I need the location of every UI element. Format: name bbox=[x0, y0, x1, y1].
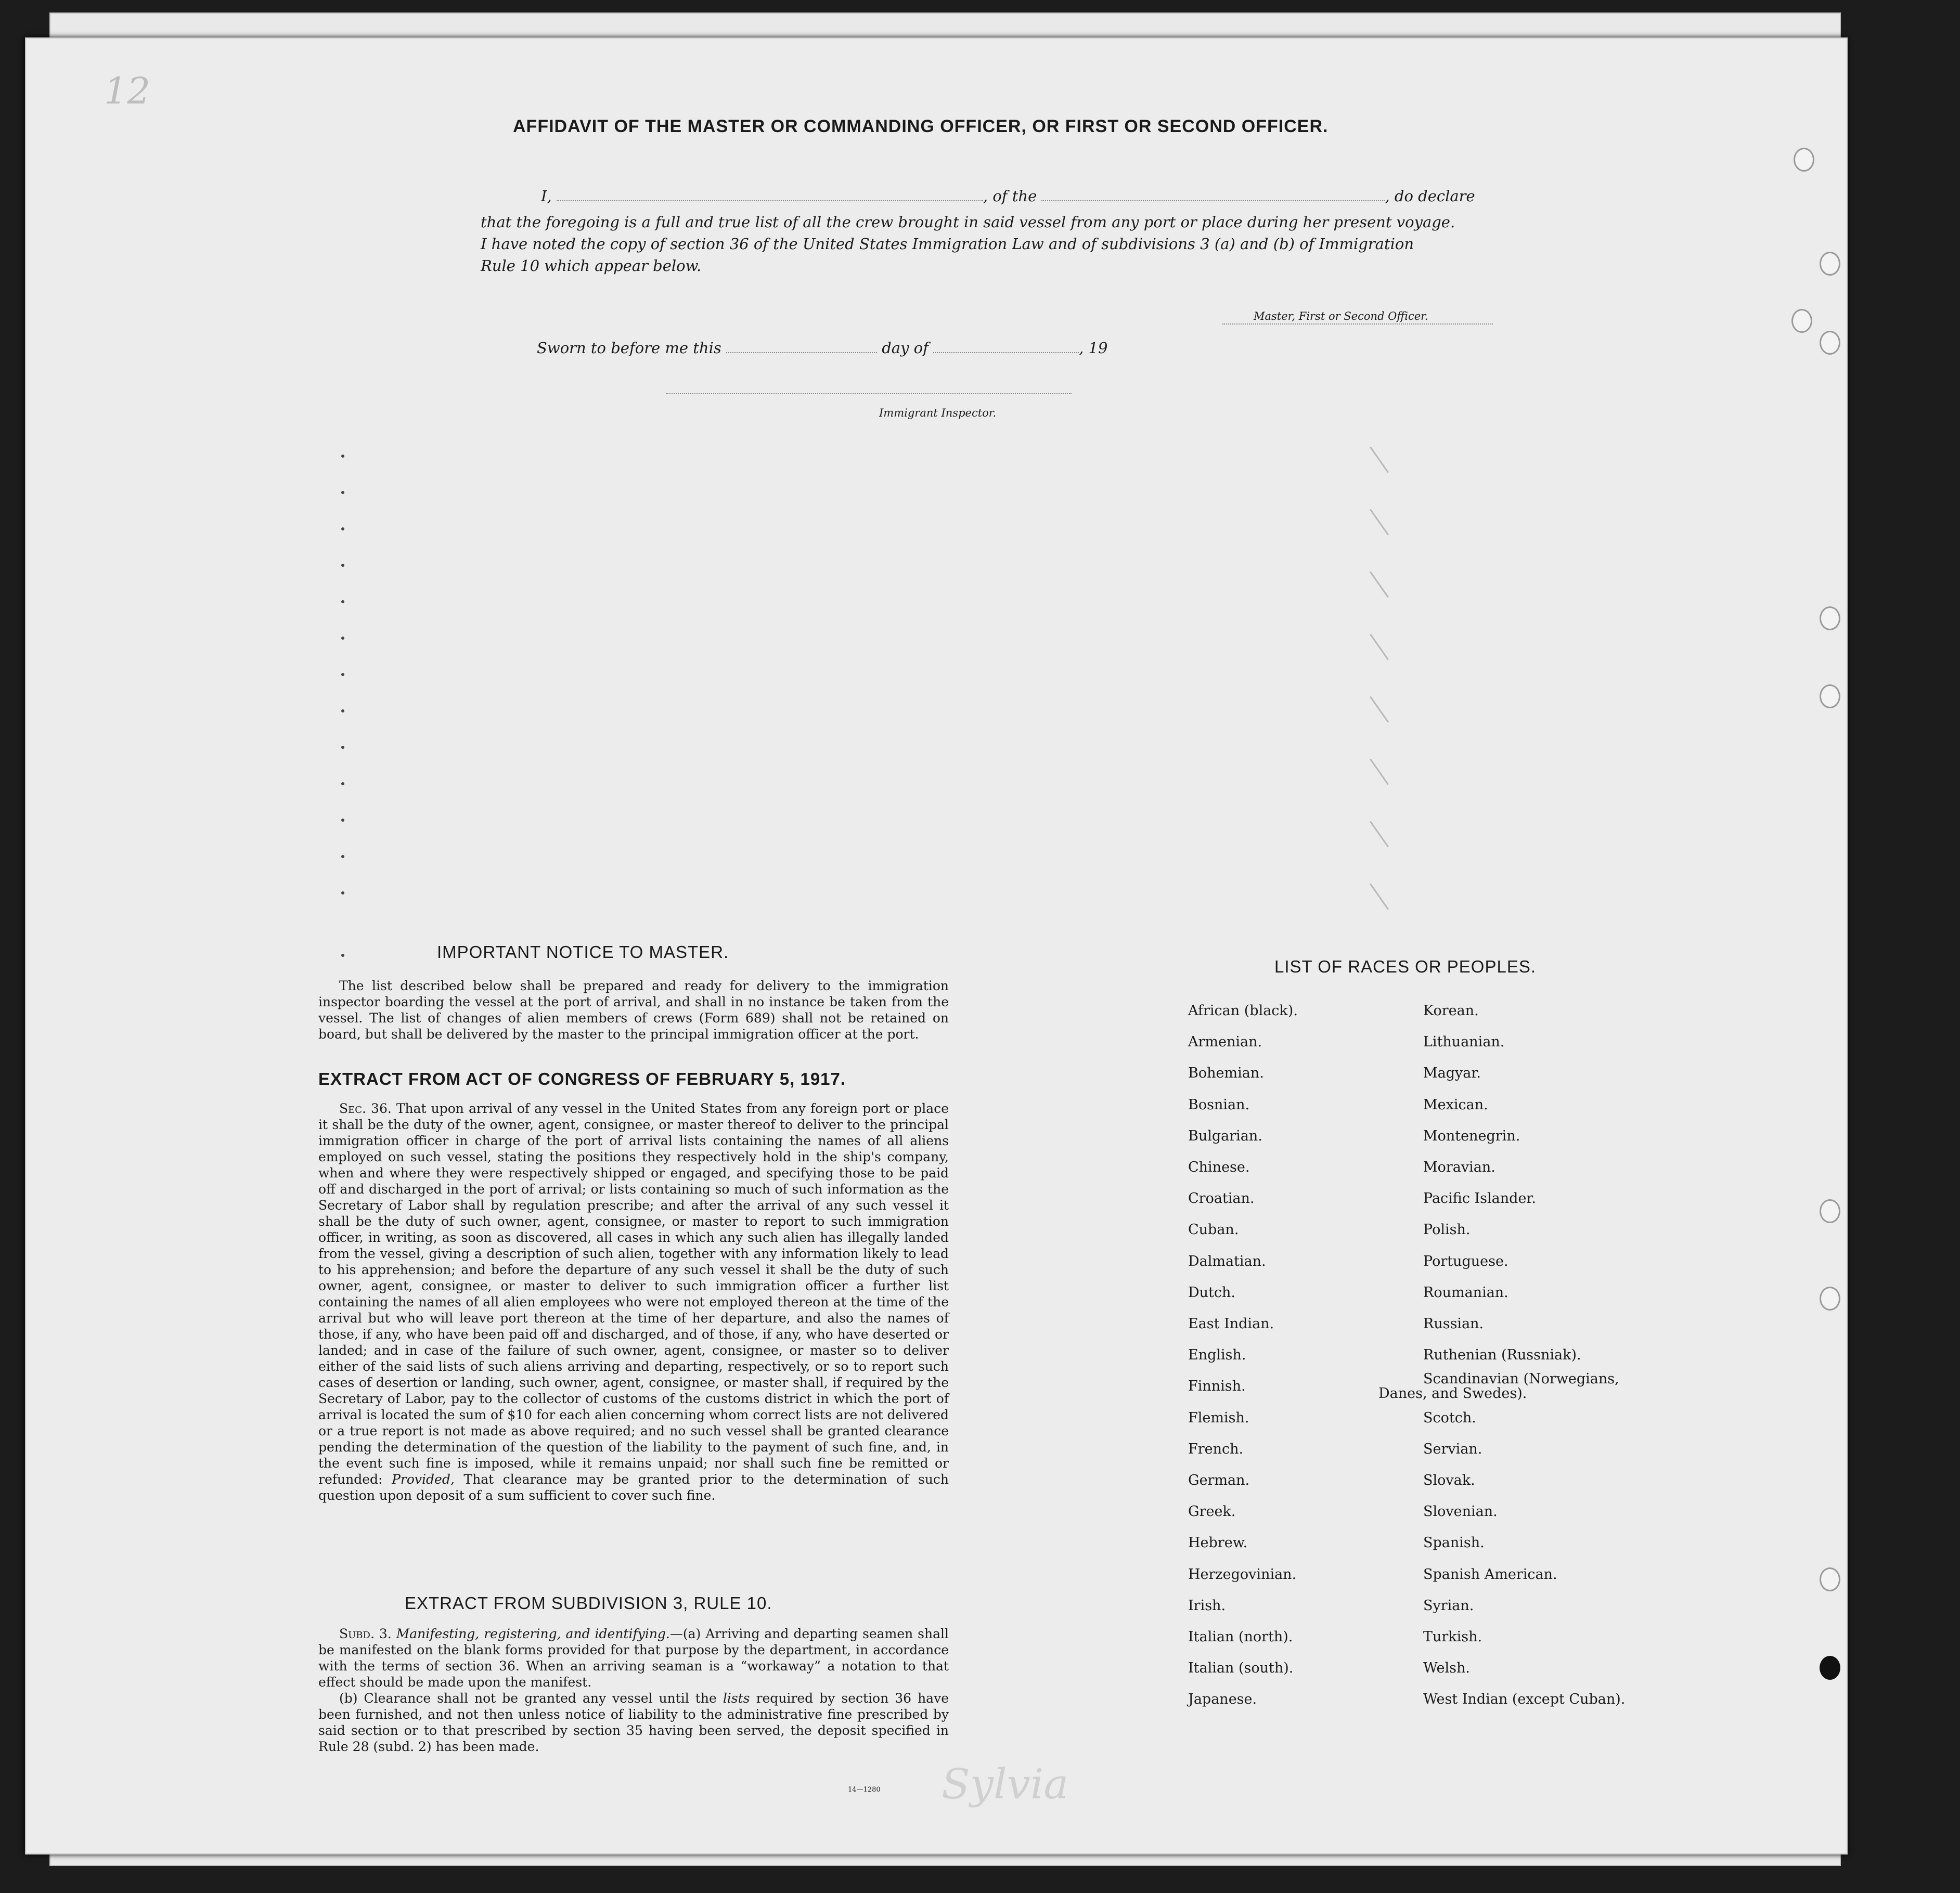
inspector-signature-line[interactable] bbox=[666, 393, 1072, 394]
affidavit-line-4: Rule 10 which appear below. bbox=[481, 257, 702, 275]
form-number: 14—1280 bbox=[848, 1786, 881, 1794]
inspector-label: Immigrant Inspector. bbox=[879, 407, 997, 419]
race-item: Cuban. bbox=[1188, 1222, 1239, 1238]
notice-paragraph: The list described below shall be prepared and ready for delivery to the immigration inspector boarding the vessel at the port of arrival, and shall in no instance be taken from the vessel. The list of changes of alien members of crews (Form 689) shall not be retained on board, but shall be delivered by the master to the principal immigration officer at the port. bbox=[318, 978, 949, 1042]
race-item: Italian (north). bbox=[1188, 1629, 1293, 1645]
binder-hole bbox=[1820, 606, 1840, 630]
race-item: Mexican. bbox=[1423, 1096, 1488, 1113]
sec-36-text-end: That clearance may be granted prior to the determination of such question upon deposit of a sum sufficient to cover such fine. bbox=[318, 1472, 949, 1503]
race-item: Herzegovinian. bbox=[1188, 1566, 1297, 1583]
race-item: Irish. bbox=[1188, 1597, 1226, 1614]
binder-hole bbox=[1820, 1656, 1840, 1680]
race-item: English. bbox=[1188, 1347, 1246, 1364]
race-item: African (black). bbox=[1188, 1003, 1298, 1019]
bleed-through-tick bbox=[1370, 696, 1389, 723]
race-item: Dalmatian. bbox=[1188, 1253, 1266, 1269]
race-item: Korean. bbox=[1423, 1003, 1479, 1019]
handwritten-mark-bottom: Sylvia bbox=[942, 1760, 1069, 1808]
race-item: Spanish American. bbox=[1423, 1566, 1557, 1583]
race-item: Slovak. bbox=[1423, 1472, 1475, 1488]
sworn-label: Sworn to before me this bbox=[537, 339, 721, 357]
margin-dot bbox=[341, 746, 344, 749]
race-item: German. bbox=[1188, 1472, 1250, 1488]
bleed-through-tick bbox=[1370, 447, 1389, 473]
margin-dot bbox=[341, 637, 344, 640]
race-item: Spanish. bbox=[1423, 1535, 1485, 1551]
margin-dot bbox=[341, 855, 344, 858]
race-item: Chinese. bbox=[1188, 1159, 1250, 1175]
binder-hole bbox=[1794, 148, 1814, 172]
binder-hole bbox=[1820, 1287, 1840, 1311]
margin-dot bbox=[341, 782, 344, 785]
affidavit-line-3: I have noted the copy of section 36 of the United States Immigration Law and of subdivisions 3 (a) and (b) of Immigration bbox=[481, 235, 1414, 253]
margin-dot bbox=[341, 491, 344, 494]
subd-para-b-lists: lists bbox=[723, 1691, 750, 1706]
race-item: Scandinavian (Norwegians, bbox=[1423, 1371, 1619, 1388]
binder-hole bbox=[1820, 252, 1840, 276]
binder-hole bbox=[1791, 309, 1812, 333]
i-label: I, bbox=[541, 187, 552, 205]
race-item: Portuguese. bbox=[1423, 1253, 1508, 1269]
subd-3-paragraph-b bbox=[318, 1690, 949, 1755]
extract-rule-title: EXTRACT FROM SUBDIVISION 3, RULE 10. bbox=[405, 1593, 772, 1613]
margin-dot bbox=[341, 455, 344, 458]
binder-hole bbox=[1820, 684, 1840, 708]
race-item: Welsh. bbox=[1423, 1660, 1470, 1677]
handwritten-mark-top-left: 12 bbox=[104, 70, 151, 112]
extract-act-title: EXTRACT FROM ACT OF CONGRESS OF FEBRUARY 5, 1917. bbox=[318, 1069, 846, 1088]
subd-3-paragraph-a bbox=[318, 1626, 949, 1690]
bleed-through-tick bbox=[1370, 572, 1389, 598]
race-item: Finnish. bbox=[1188, 1378, 1246, 1395]
notice-title: IMPORTANT NOTICE TO MASTER. bbox=[437, 942, 729, 962]
race-item: French. bbox=[1188, 1441, 1244, 1457]
document-page bbox=[25, 37, 1848, 1855]
sworn-line bbox=[537, 339, 1107, 357]
margin-dot bbox=[341, 819, 344, 822]
sworn-day-field[interactable] bbox=[726, 352, 877, 353]
race-item: Flemish. bbox=[1188, 1409, 1249, 1426]
affidavit-title: AFFIDAVIT OF THE MASTER OR COMMANDING OFFICER, OR FIRST OR SECOND OFFICER. bbox=[513, 116, 1329, 136]
race-item: Croatian. bbox=[1188, 1190, 1255, 1207]
subd-para-b-start: (b) Clearance shall not be granted any vessel until the bbox=[339, 1691, 717, 1706]
race-item: Dutch. bbox=[1188, 1284, 1235, 1301]
day-of-label: day of bbox=[882, 339, 929, 357]
master-name-field[interactable] bbox=[557, 200, 983, 201]
sec-label: Sec. 36. bbox=[339, 1101, 392, 1116]
race-scandinavian-line-2: Danes, and Swedes). bbox=[1378, 1385, 1527, 1402]
sworn-month-field[interactable] bbox=[933, 352, 1079, 353]
sec-36-text: That upon arrival of any vessel in the United States from any foreign port or place it shall be the duty of the owner, agent, consignee, or master thereof to deliver to the principal immigration officer in charge of the port of arrival lists containing the names of all aliens employed on such vessel, stating the positions they respectively hold in the ship's company, when and where they were respectively shipped or engaged, and specifying those to be paid off and discharged in the port of arrival; or lists containing so much of such information as the Secretary of Labor shall by regulation prescribe; and after the arrival of any such vessel it shall be the duty of such owner, agent, consignee, or master to report to such immigration officer, in writing, as soon as discovered, all cases in which any such alien has illegally landed from the vessel, giving a description of such alien, together with any information likely to lead to his apprehension; and before the departure of any such vessel it shall be the duty of such owner, agent, consignee, or master to deliver to such immigration officer a further list containing the names of all alien employees who were not employed thereon at the time of the arrival but who will leave port thereon at the time of her departure, and also the names of those, if any, who have been paid off and discharged, and of those, if any, who have deserted or landed; and in case of the failure of such owner, agent, consignee, or master so to deliver either of the said lists of such aliens arriving and departing, respectively, or so to report such cases of desertion or landing, such owner, agent, consignee, or master shall, if required by the Secretary of Labor, pay to the collector of customs of the customs district in which the port of arrival is located the sum of $10 for each alien concerning whom correct lists are not delivered or a true report is not made as above required; and no such vessel shall be granted clearance pending the determination of the question of the liability to the payment of such fine, and, in the event such fine is imposed, while it remains unpaid; nor shall such fine be remitted or refunded: bbox=[318, 1101, 949, 1487]
signature-label: Master, First or Second Officer. bbox=[1254, 310, 1428, 322]
race-item: Scotch. bbox=[1423, 1409, 1476, 1426]
subd-para-b-end: required by section 36 have been furnished, and not then unless notice of liability to the administrative fine prescribed by said section or to that prescribed by section 35 having been served, the deposit specified in Rule 28 (subd. 2) has been made. bbox=[318, 1691, 949, 1754]
margin-dot bbox=[341, 709, 344, 712]
bleed-through-tick bbox=[1370, 821, 1389, 848]
bleed-through-tick bbox=[1370, 884, 1389, 910]
bleed-through-tick bbox=[1370, 634, 1389, 660]
race-item: Montenegrin. bbox=[1423, 1127, 1520, 1144]
race-item: Turkish. bbox=[1423, 1629, 1482, 1645]
race-item: Hebrew. bbox=[1188, 1535, 1248, 1551]
provided-label: Provided, bbox=[392, 1472, 455, 1487]
signature-line[interactable] bbox=[1222, 323, 1493, 325]
margin-dot bbox=[341, 527, 344, 530]
race-item: Pacific Islander. bbox=[1423, 1190, 1536, 1207]
vessel-name-field[interactable] bbox=[1041, 200, 1385, 201]
binder-hole bbox=[1820, 1199, 1840, 1223]
race-item: Roumanian. bbox=[1423, 1284, 1508, 1301]
race-item: Italian (south). bbox=[1188, 1660, 1294, 1677]
of-the-label: , of the bbox=[983, 187, 1037, 205]
affidavit-line-2: that the foregoing is a full and true list of all the crew brought in said vessel from any port or place during her present voyage. bbox=[481, 213, 1455, 231]
section-36-paragraph bbox=[318, 1100, 949, 1503]
race-item: East Indian. bbox=[1188, 1316, 1274, 1332]
race-item: Ruthenian (Russniak). bbox=[1423, 1347, 1581, 1364]
race-item: Bohemian. bbox=[1188, 1065, 1264, 1082]
binder-hole bbox=[1820, 1567, 1840, 1591]
margin-dot bbox=[341, 600, 344, 603]
margin-dot bbox=[341, 891, 344, 894]
do-declare-label: , do declare bbox=[1385, 187, 1475, 205]
affidavit-line-1 bbox=[541, 187, 1514, 205]
race-item: Servian. bbox=[1423, 1441, 1482, 1457]
subd-label: Subd. 3. bbox=[339, 1626, 392, 1641]
race-item: Lithuanian. bbox=[1423, 1034, 1505, 1051]
bleed-through-tick bbox=[1370, 509, 1389, 536]
margin-dot bbox=[341, 673, 344, 676]
margin-dot bbox=[341, 564, 344, 567]
extract-rule-text bbox=[318, 1626, 949, 1755]
race-item: West Indian (except Cuban). bbox=[1423, 1691, 1626, 1708]
race-item: Slovenian. bbox=[1423, 1503, 1498, 1520]
races-title: LIST OF RACES OR PEOPLES. bbox=[1274, 957, 1537, 976]
notice-text bbox=[318, 978, 949, 1042]
subd-para-a: —(a) Arriving and departing seamen shall be manifested on the blank forms provided for that purpose by the department, in accordance with the terms of section 36. When an arriving seaman is a “workaway” a notation to that effect should be made upon the manifest. bbox=[318, 1626, 949, 1690]
race-item: Greek. bbox=[1188, 1503, 1236, 1520]
race-item: Bulgarian. bbox=[1188, 1127, 1262, 1144]
margin-dot bbox=[341, 954, 344, 957]
bleed-through-tick bbox=[1370, 759, 1389, 785]
race-item: Polish. bbox=[1423, 1222, 1471, 1238]
race-item: Moravian. bbox=[1423, 1159, 1495, 1175]
race-item: Magyar. bbox=[1423, 1065, 1481, 1082]
race-item: Russian. bbox=[1423, 1316, 1484, 1332]
race-item: Bosnian. bbox=[1188, 1096, 1250, 1113]
subd-heading: Manifesting, registering, and identifying. bbox=[396, 1626, 670, 1641]
race-item: Japanese. bbox=[1188, 1691, 1257, 1708]
extract-act-text bbox=[318, 1100, 949, 1503]
race-item: Armenian. bbox=[1188, 1034, 1262, 1051]
binder-hole bbox=[1820, 331, 1840, 355]
race-item: Syrian. bbox=[1423, 1597, 1474, 1614]
year-label: , 19 bbox=[1079, 339, 1108, 357]
